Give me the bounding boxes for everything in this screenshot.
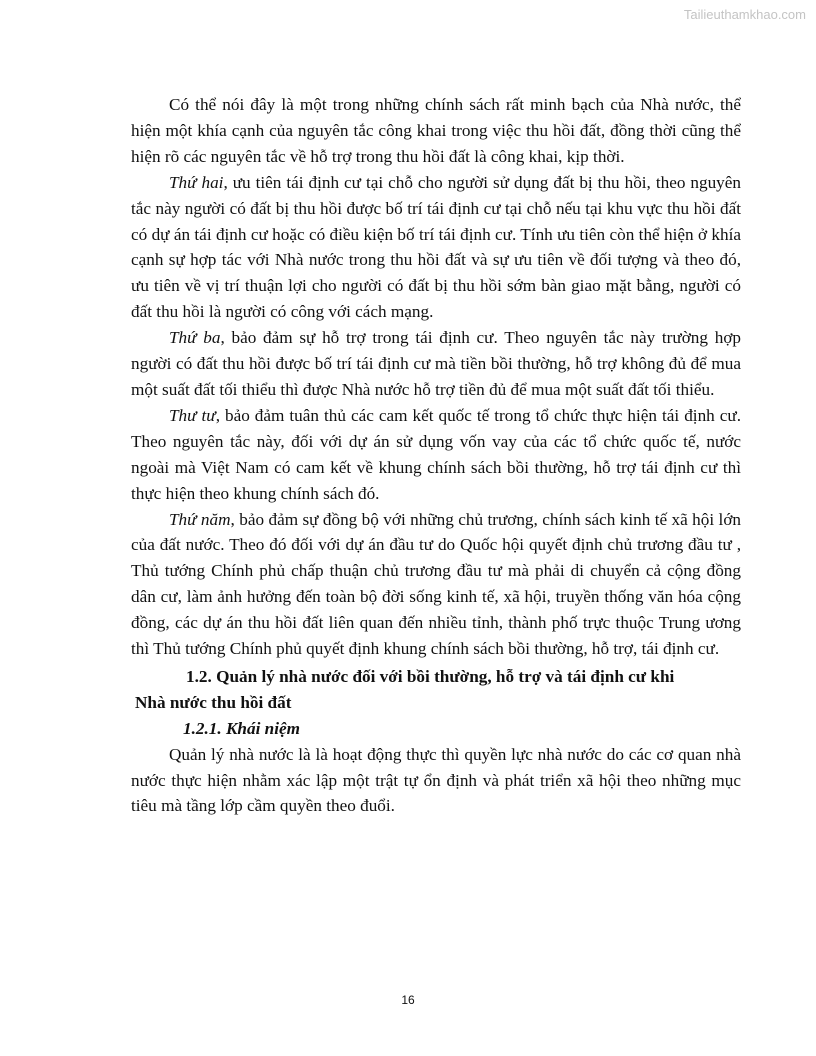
document-body — [131, 92, 741, 819]
paragraph-5-body: , bảo đảm sự đồng bộ với những chủ trương, chính sách kinh tế xã hội lớn của đất nước. Theo đó đối với dự án đầu tư do Quốc hội quyết định chủ trương đầu tư , Thủ tướng Chính phủ chấp thuận chủ trương đầu tư mà phải di chuyển cả cộng đồng dân cư, làm ảnh hưởng đến toàn bộ đời sống kinh tế, xã hội, truyền thống văn hóa cộng đồng, các dự án thu hồi đất liên quan đến nhiều tỉnh, thành phố trực thuộc Trung ương thì Thủ tướng Chính phủ quyết định khung chính sách bồi thường, hỗ trợ, tái định cư. — [131, 509, 741, 659]
paragraph-2-lead: Thứ hai — [169, 172, 224, 192]
section-heading — [131, 664, 741, 716]
page-number: 16 — [401, 993, 415, 1007]
paragraph-5-lead: Thứ năm — [169, 509, 231, 529]
paragraph-4-body: , bảo đảm tuân thủ các cam kết quốc tế trong tổ chức thực hiện tái định cư. Theo nguyên tắc này, đối với dự án sử dụng vốn vay của các tổ chức quốc tế, nước ngoài mà Việt Nam có cam kết về khung chính sách bồi thường, hỗ trợ tái định cư thì thực hiện theo khung chính sách đó. — [131, 405, 741, 503]
paragraph-3 — [131, 325, 741, 403]
paragraph-1: Có thể nói đây là một trong những chính sách rất minh bạch của Nhà nước, thể hiện một khía cạnh của nguyên tắc công khai trong việc thu hồi đất, đồng thời cũng thể hiện rõ các nguyên tắc về hỗ trợ trong thu hồi đất là công khai, kịp thời. — [131, 95, 741, 166]
section-heading-line-2: Nhà nước thu hồi đất — [135, 692, 292, 712]
subsection-heading: 1.2.1. Khái niệm — [183, 718, 300, 738]
paragraph-2 — [131, 170, 741, 325]
paragraph-5 — [131, 507, 741, 662]
section-heading-line-1: 1.2. Quản lý nhà nước đối với bồi thường, hỗ trợ và tái định cư khi — [186, 666, 675, 686]
paragraph-6: Quản lý nhà nước là là hoạt động thực thì quyền lực nhà nước do các cơ quan nhà nước thực hiện nhằm xác lập một trật tự ổn định và phát triển xã hội theo những mục tiêu mà tầng lớp cầm quyền theo đuổi. — [131, 744, 741, 816]
paragraph-2-body: , ưu tiên tái định cư tại chỗ cho người sử dụng đất bị thu hồi, theo nguyên tắc này người có đất bị thu hồi được bố trí tái định cư tại chỗ nếu tại khu vực thu hồi đất có dự án tái định cư hoặc có điều kiện bố trí tái định cư. Tính ưu tiên còn thể hiện ở khía cạnh sự hợp tác với Nhà nước trong thu hồi đất và sự ưu tiên về đối tượng và theo đó, ưu tiên về vị trí thuận lợi cho người có đất bị thu hồi sớm bàn giao mặt bằng, người có đất thu hồi là người có công với cách mạng. — [131, 172, 741, 322]
paragraph-4 — [131, 403, 741, 507]
paragraph-3-body: , bảo đảm sự hỗ trợ trong tái định cư. Theo nguyên tắc này trường hợp người có đất thu hồi được bố trí tái định cư mà tiền bồi thường, hỗ trợ không đủ để mua một suất đất tối thiểu thì được Nhà nước hỗ trợ tiền đủ để mua một suất đất tối thiểu. — [131, 328, 741, 399]
watermark: Tailieuthamkhao.com — [683, 7, 806, 22]
paragraph-3-lead: Thứ ba — [169, 328, 221, 348]
paragraph-4-lead: Thư tư — [169, 405, 216, 425]
